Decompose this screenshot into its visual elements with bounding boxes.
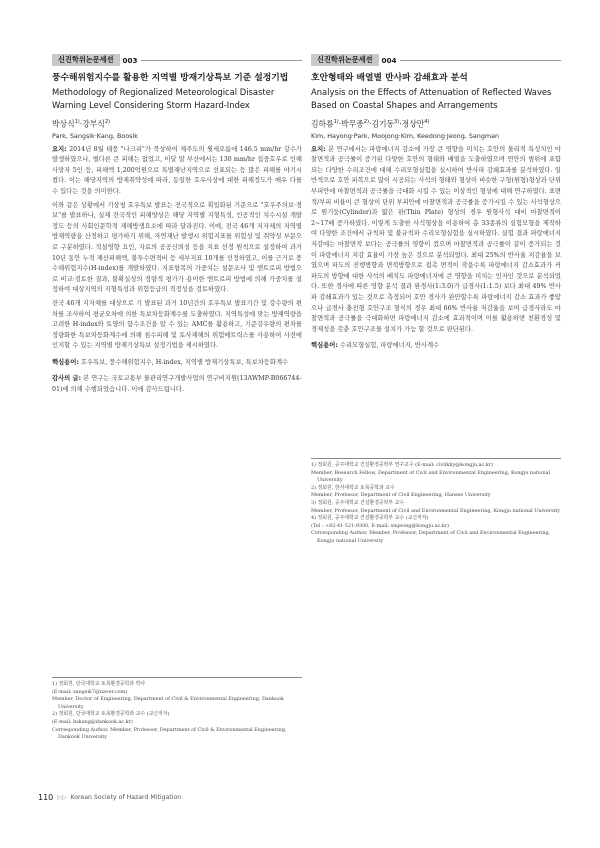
footnote: (E-mail: bskang@dankook.ac.kr) [52, 718, 133, 725]
keywords-label: 핵심용어: [52, 358, 79, 366]
right-article [311, 54, 561, 352]
footnote: 3) 정회원, 공주대학교 건설환경공학부 교수 [311, 499, 405, 506]
section-number: 003 [122, 55, 138, 65]
author-sup: 2) [104, 119, 110, 125]
author-sup: 3) [394, 119, 400, 125]
keywords [52, 358, 302, 369]
article-title-en: Methodology of Regionalized Meteorological Disaster Warning Level Considering Storm Hazard-Index [52, 87, 275, 110]
footnote: Member, Doctor of Engineering, Department of Civil & Environmental Engineering, Dankook University [52, 696, 284, 710]
keywords-text: 호우특보, 풍수해위험지수, H-index, 지역별 방재기상특보, 특보차등화계수 [80, 358, 289, 366]
abstract-paragraph [311, 145, 561, 336]
page-footer [38, 793, 181, 802]
author-sup: 4) [424, 119, 430, 125]
author-name: ·강부식 [79, 119, 105, 129]
keywords [311, 341, 561, 352]
ack-label: 감사의 글: [52, 375, 82, 383]
section-header [311, 54, 561, 66]
author-name: ·정상만 [399, 119, 425, 129]
footnote: 1) 정회원, 단국대학교 토목환경공학과 박사 [52, 681, 146, 687]
keywords-text: 수리모형실험, 파랑에너지, 반사계수 [339, 342, 440, 350]
authors-en: Kim, Hayong·Park, Moojong·Kim, Keedong·Jeong, Sangman [311, 131, 500, 140]
article-title-en: Analysis on the Effects of Attenuation of Reflected Waves Based on Coastal Shapes and Arrangements [311, 87, 552, 110]
authors-ko [311, 116, 561, 131]
acknowledgement [52, 374, 302, 395]
author-name: ·박무종 [338, 119, 364, 129]
footnote: 2) 정회원, 한서대학교 토목공학과 교수 [311, 484, 395, 491]
keywords-label: 핵심용어: [311, 342, 338, 350]
article-title-ko: 풍수해위험지수를 활용한 지역별 방재기상특보 기준 설정기법 [52, 73, 289, 83]
arrow-icon: ▷▷ [57, 794, 67, 801]
footnote: (Tel : +82-41-521-9300, E-mail: smjeong@kongju.ac.kr) [311, 522, 450, 529]
authors-ko [52, 116, 302, 131]
article-title-ko: 호안형태와 배열별 반사파 감쇄효과 분석 [311, 73, 468, 83]
left-article [52, 54, 302, 396]
footnote: Member, Professor, Department of Civil and Environmental Engineering, Kongju national University [311, 507, 560, 514]
footnote: Member, Research Fellow, Department of Civil and Environmental Engineering, Kongju national University [311, 469, 551, 484]
author-name: 김하룡 [311, 119, 334, 129]
footnote: (E-mail: sangsik7@naver.com) [52, 688, 128, 695]
footnote: 2) 정회원, 단국대학교 토목환경공학과 교수 (교신저자) [52, 711, 170, 718]
page-number: 110 [38, 793, 54, 802]
footnote: Corresponding Author, Member, Professor, Department of Civil & Environmental Engineering, Dankook University [52, 726, 287, 741]
abstract-paragraph: 이와 같은 상황에서 기상청 호우특보 발표는 전국적으로 획일화된 기준으로 "호우주의보·경보"를 발표하나, 실제 전국적인 피해양상은 해당 지역별 지형특성, 인공적인 치수시설 개발정도 등의 사회인문학적 재해방생요소에 따라 달라진다. 이에, 전국 46개 지자체의 지역별 방재역량을 산정하고 평가하기 위해, 자연재난 발생시 위험지표를 위험성 및 취약성 부문으로 구분하였다. 적설영향 요인, 자료의 공공신뢰성 등을 지표 선정 원칙으로 설정하여 과거 10년 동안 누적 재산피해액, 불투수면적비 등 세부지표 10개를 선정하였고, 이를 근거로 풍수해위험지수(H-index)를 개발하였다. 지표항목의 가중치는 설문조사 및 엔트로피 방법으로 비교·검토한 결과, 불확실성의 정량적 평가가 용이한 엔트로피 방법에 의해 가중치를 설정하여 대상지역의 지형특성과 위험등급의 적정성을 검토하였다. [52, 201, 302, 294]
footnotes-left [52, 677, 302, 742]
abstract-label: 요지: [311, 145, 326, 153]
author-name: ·김기동 [368, 119, 395, 129]
author-sup: 1) [74, 119, 80, 125]
author-sup: 1) [333, 119, 339, 125]
abstract-label: 요지: [52, 145, 67, 153]
section-number: 004 [381, 55, 397, 65]
abstract-paragraph [52, 145, 302, 198]
section-rule [141, 54, 302, 61]
author-sup: 2) [363, 119, 369, 125]
footnote: Corresponding Author, Member, Professor, Department of Civil and Environmental Engineering, Kongju national University [311, 530, 551, 544]
abstract-paragraph: 전국 46개 지자체를 대상으로 기 발표된 과거 10년간의 호우특보 발표기간 및 강수량의 편차를 조사하여 평균오차에 의한 특보차등화계수를 도출하였다. 지역특성에 맞는 방재역량을 고려한 H-index와 토양의 함수조건을 알 수 있는 AMC를 활용하고, 기준강우량의 편차를 정량화한 특보차등화계수에 의해 침수피해 및 토사재해의 위험메트릭스를 사용하여 사전에 인지할 수 있는 지역별 방재기상특보 설정기법을 제시하였다. [52, 299, 302, 350]
footnote: 4) 정회원, 공주대학교 건설환경공학부 교수 (교신저자) [311, 515, 429, 522]
footnotes-right [311, 458, 561, 546]
section-header [52, 54, 302, 66]
footnote: Member, Professor, Department of Civil Engineering, Hanseo University [311, 492, 491, 499]
abstract-text: 2014년 8월 태풍 "나크리"가 북상하여 제주도의 윗세오름에 146.5 mm/hr 강수가 발생하였으나, 별다른 큰 피해는 없었고, 이달 말 부산에서는 130 mm/hr 집중호우로 인해 사망자 5인 등, 피해액 1,200억원으로 특별재난지역으로 선포되는 등 많은 피해를 야기시켰다. 이는 해당지역의 방재취약성에 따라, 동일한 호우사상에 대한 피해정도가 매우 다를 수 있다는 것을 의미한다. [52, 145, 302, 195]
section-tag: 신진학위논문세션 [311, 54, 379, 66]
journal-name: Korean Society of Hazard Mitigation [70, 794, 182, 801]
section-tag: 신진학위논문세션 [52, 54, 120, 66]
ack-text: 본 연구는 국토교통부 물관리연구개발사업의 연구비지원(13AWMP-B066744-01)에 의해 수행되었습니다. 이에 감사드립니다. [52, 375, 302, 394]
footnote: 1) 정회원, 공주대학교 건설환경공학부 연구교수 (E-mail: civilkhy@kongju.ac.kr) [311, 462, 494, 468]
abstract-text: 본 연구에서는 파랑에너지 감소에 가장 큰 영향을 미치는 호안의 물리적 특성치인 마찰면적과 공극률이 증가된 다양한 호안의 형태와 배열을 도출하였으며 연안의 범위에 포함되는 다양한 수리조건에 대해 수리모형실험을 실시하여 반사파 감쇄효과를 분석하였다. 일반적으로 호안 피복으로 많이 시공되는 사석의 형태와 형상이 비슷한 구형(원형)형상과 단위 부피안에 마찰면적과 공극률을 극대화 시킬 수 있는 이상적인 형상에 대해 연구하였다. 표면적/부피 비율이 큰 형상이 단위 부피안에 마찰면적과 공극률을 증가시킬 수 있는 사석형상으로 원기둥(Cylinder)과 얇은 판(Thin Plate) 형상의 경우 원형사석 대비 마찰면적이 2~17배 증가하였다. 이렇게 도출한 사석형상을 이용하여 총 33종류의 실험모형을 제작하여 다양한 조건에서 규칙파 및 불규칙파 수리모형실험을 실시하였다. 실험 결과 파랑에너지 저감에는 마찰면적 보다는 공극률의 영향이 컸으며 마찰면적과 공극률이 같이 증가되는 것이 파랑에너지 저감 효율이 가장 높은 것으로 분석되었다. 최대 25%의 반사율 저감율을 보였으며 파도의 진행방향과 면적방향으로 접촉 면적이 작을수록 파랑에너지 감소효과가 커 파도의 방향에 대한 사석의 배치도 파랑에너지에 큰 영향을 미치는 인자인 것으로 분석되었다. 또한 경사에 따른 영향 분석 결과 완경사(1:3.0)가 급경사(1:1.5) 보다 최대 49% 반사파 감쇄효과가 있는 것으로 측정되어 호안 경사가 완만할수록 파랑에너지 감소 효과가 좋았으나 급경사 충전형 호안구조 형식의 경우 최대 66% 반사율 저감율을 보여 급경사라도 마찰면적과 공극률을 극대화하면 파랑에너지 감소에 효과적이며 이를 활용하면 친환경성 및 경제성을 갖춘 호안구조물 설치가 가능 할 것으로 판단된다. [311, 145, 561, 333]
section-rule [400, 54, 561, 61]
authors-en: Park, Sangsik·Kang, Boosik [52, 131, 138, 140]
author-name: 박상식 [52, 119, 75, 129]
